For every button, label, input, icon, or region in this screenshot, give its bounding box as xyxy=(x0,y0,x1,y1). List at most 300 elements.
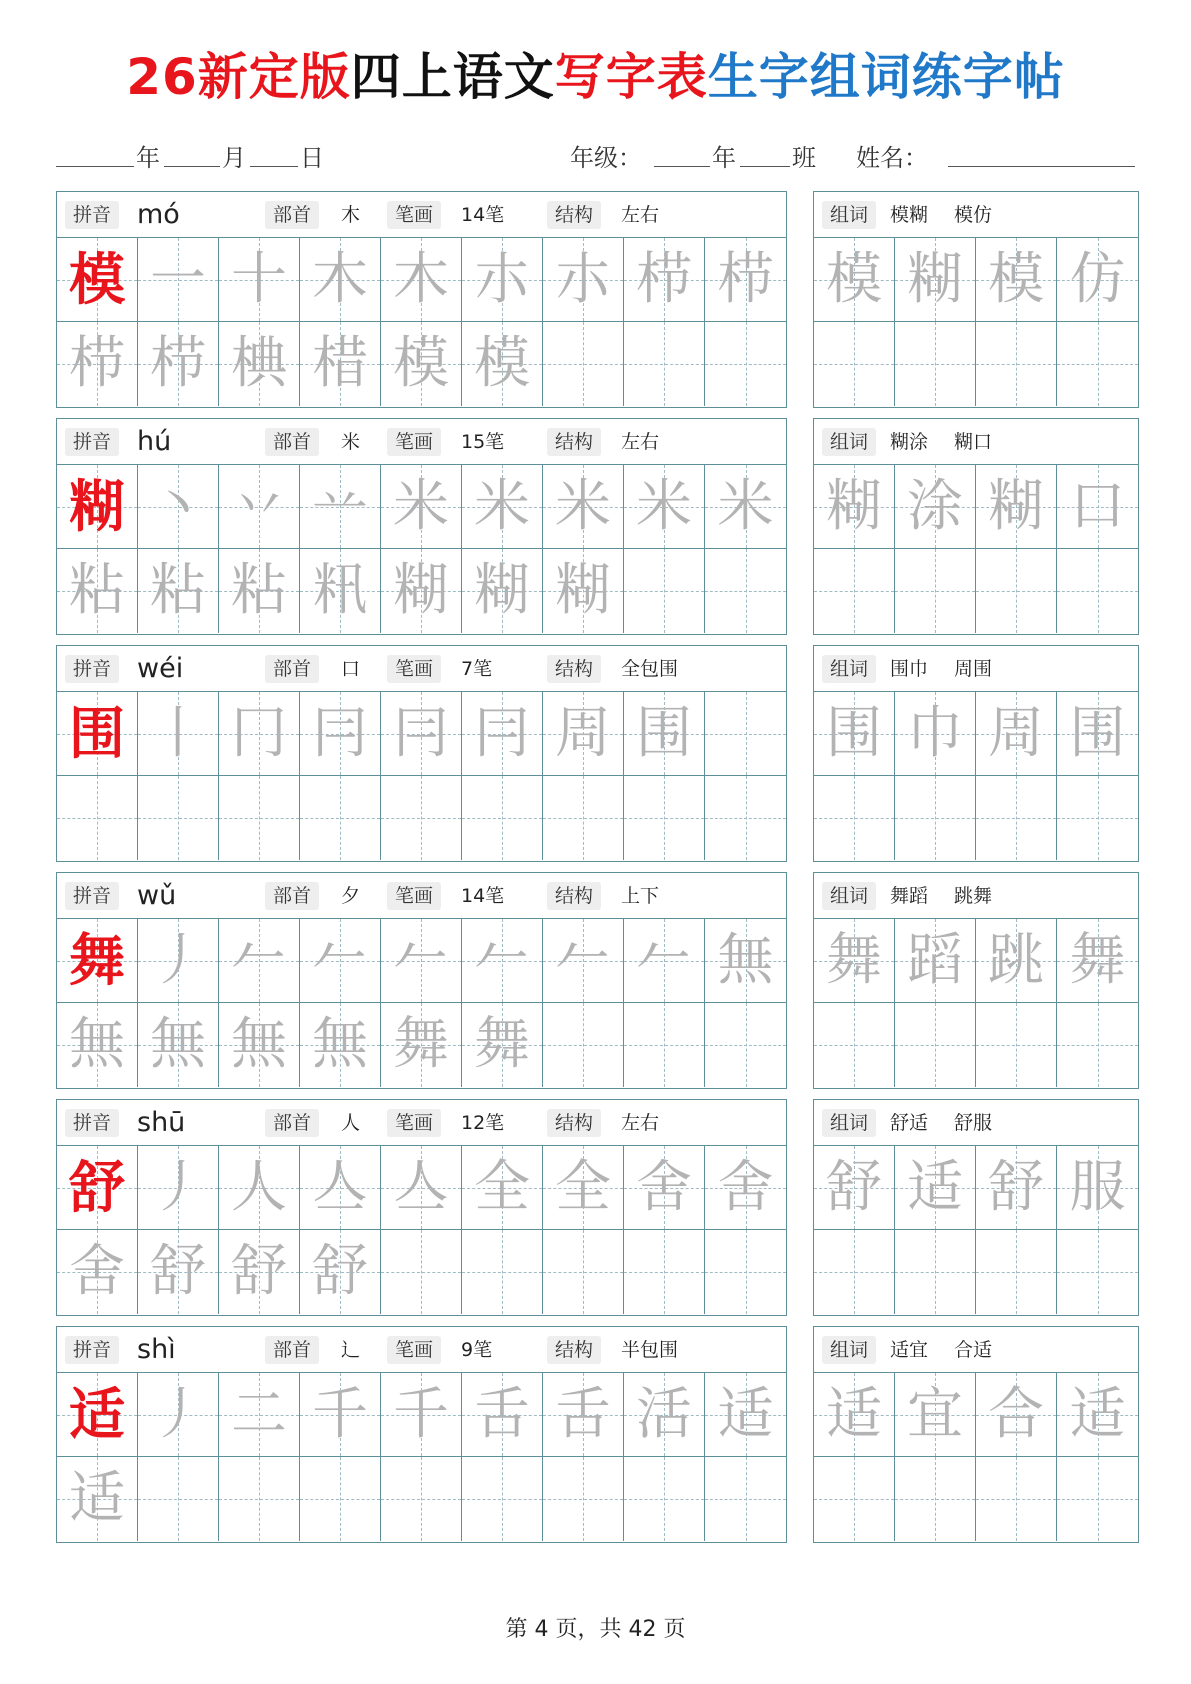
grid-cell[interactable] xyxy=(976,1003,1057,1087)
grid-cell[interactable] xyxy=(543,1230,624,1314)
word-trace-char: 适 xyxy=(826,1382,882,1447)
grid-cell[interactable] xyxy=(462,1146,543,1230)
grid-cell[interactable] xyxy=(976,776,1057,860)
structure-value: 左右 xyxy=(621,431,660,453)
grid-cell[interactable] xyxy=(300,1230,381,1314)
word-trace-char: 适 xyxy=(1069,1382,1126,1447)
grid-cell[interactable] xyxy=(138,549,219,633)
grid-cell[interactable] xyxy=(705,1230,786,1314)
grid-cell[interactable] xyxy=(462,776,543,860)
stroke-step-char: 全 xyxy=(474,1155,530,1220)
word-2: 合适 xyxy=(954,1339,993,1361)
grid-cell[interactable] xyxy=(895,919,976,1003)
word-info-row xyxy=(814,192,1138,238)
stroke-step-char: 𠂉 xyxy=(636,928,692,993)
grid-cell[interactable] xyxy=(57,1457,138,1541)
writing-grid xyxy=(57,1146,785,1314)
grid-cell[interactable] xyxy=(300,919,381,1003)
grid-cell[interactable] xyxy=(1057,1003,1138,1087)
grid-cell[interactable] xyxy=(895,1457,976,1541)
name-label: 姓名： xyxy=(856,144,928,172)
stroke-step-char: 模 xyxy=(474,331,530,396)
strokes-tag: 笔画 xyxy=(387,428,441,456)
writing-grid xyxy=(57,238,785,406)
radical-tag: 部首 xyxy=(265,201,319,229)
grid-cell[interactable] xyxy=(138,692,219,776)
grid-cell[interactable] xyxy=(381,238,462,322)
grid-cell[interactable] xyxy=(976,1373,1057,1457)
grid-cell[interactable] xyxy=(705,776,786,860)
word-1: 适宜 xyxy=(890,1339,929,1361)
grid-cell[interactable] xyxy=(219,549,300,633)
word-writing-grid xyxy=(814,919,1137,1087)
word-trace-char: 糊 xyxy=(907,247,963,312)
words-tag: 组词 xyxy=(822,1109,876,1137)
model-char: 糊 xyxy=(69,474,125,540)
stroke-step-char: 活 xyxy=(636,1382,692,1447)
grid-cell[interactable] xyxy=(300,238,381,322)
grade-year-label: 年 xyxy=(712,144,736,172)
grid-cell[interactable] xyxy=(543,919,624,1003)
stroke-step-char: 𠂉 xyxy=(393,928,449,993)
grid-cell[interactable] xyxy=(300,465,381,549)
grid-cell[interactable] xyxy=(624,322,705,406)
char-practice-block xyxy=(56,191,787,408)
stroke-step-char: 适 xyxy=(69,1466,125,1531)
grid-cell[interactable] xyxy=(895,692,976,776)
stroke-step-char: 冃 xyxy=(474,701,530,766)
title-part-4: 生字组词练字帖 xyxy=(707,48,1065,106)
grid-cell[interactable] xyxy=(543,549,624,633)
grid-cell[interactable] xyxy=(624,1373,705,1457)
grid-cell[interactable] xyxy=(300,1373,381,1457)
stroke-step-char: 棤 xyxy=(312,331,368,396)
grid-cell[interactable] xyxy=(219,1457,300,1541)
grid-cell[interactable] xyxy=(138,919,219,1003)
word-trace-char: 舞 xyxy=(1069,928,1126,993)
grid-cell[interactable] xyxy=(1057,1146,1138,1230)
class-blank[interactable] xyxy=(740,166,790,167)
char-practice-block xyxy=(56,418,787,635)
stroke-step-char: 無 xyxy=(69,1012,125,1077)
grid-cell[interactable] xyxy=(57,1146,138,1230)
words-tag: 组词 xyxy=(822,428,876,456)
word-trace-char: 跳 xyxy=(988,928,1044,993)
grid-cell[interactable] xyxy=(138,1373,219,1457)
grid-cell[interactable] xyxy=(814,1230,895,1314)
grid-cell[interactable] xyxy=(705,549,786,633)
grid-cell[interactable] xyxy=(814,465,895,549)
writing-grid xyxy=(57,692,785,860)
radical-tag: 部首 xyxy=(265,428,319,456)
grid-cell[interactable] xyxy=(705,1146,786,1230)
structure-value: 左右 xyxy=(621,1112,660,1134)
grid-cell[interactable] xyxy=(300,1146,381,1230)
grid-cell[interactable] xyxy=(381,776,462,860)
grid-cell[interactable] xyxy=(814,238,895,322)
strokes-value: 12笔 xyxy=(461,1112,505,1134)
stroke-step-char: 米 xyxy=(717,474,774,539)
stroke-step-char: 無 xyxy=(312,1012,368,1077)
stroke-step-char: 𠂉 xyxy=(555,928,611,993)
strokes-tag: 笔画 xyxy=(387,1336,441,1364)
word-info-row xyxy=(814,419,1138,465)
grid-cell[interactable] xyxy=(462,322,543,406)
grid-cell[interactable] xyxy=(624,776,705,860)
title-part-1: 26新定版 xyxy=(126,48,351,106)
word-info-row xyxy=(814,1327,1138,1373)
strokes-value: 7笔 xyxy=(461,658,493,680)
stroke-step-char: 𠂉 xyxy=(312,928,368,993)
grid-cell[interactable] xyxy=(381,1457,462,1541)
grid-cell[interactable] xyxy=(976,1146,1057,1230)
grid-cell[interactable] xyxy=(300,692,381,776)
grid-cell[interactable] xyxy=(624,549,705,633)
pinyin-tag: 拼音 xyxy=(65,428,119,456)
word-trace-char: 口 xyxy=(1069,474,1126,539)
char-info-row xyxy=(57,1327,786,1373)
word-trace-char: 适 xyxy=(907,1155,963,1220)
grid-cell[interactable] xyxy=(219,692,300,776)
stroke-step-char: 亼 xyxy=(393,1155,449,1220)
word-trace-char: 蹈 xyxy=(907,928,963,993)
word-1: 糊涂 xyxy=(890,431,929,453)
grid-cell[interactable] xyxy=(57,238,138,322)
stroke-step-char: 舒 xyxy=(312,1239,368,1304)
grid-cell[interactable] xyxy=(57,1373,138,1457)
word-practice-block xyxy=(813,418,1139,635)
stroke-step-char: 朩 xyxy=(474,247,530,312)
grid-cell[interactable] xyxy=(462,1373,543,1457)
grid-cell[interactable] xyxy=(895,549,976,633)
radical-tag: 部首 xyxy=(265,655,319,683)
grid-cell[interactable] xyxy=(624,1457,705,1541)
grid-cell[interactable] xyxy=(1057,549,1138,633)
grid-cell[interactable] xyxy=(543,238,624,322)
pinyin-value: shū xyxy=(137,1107,186,1138)
grid-cell[interactable] xyxy=(381,1373,462,1457)
stroke-step-char: 舞 xyxy=(393,1012,449,1077)
grid-cell[interactable] xyxy=(300,322,381,406)
word-trace-char: 糊 xyxy=(988,474,1044,539)
grid-cell[interactable] xyxy=(976,1230,1057,1314)
grid-cell[interactable] xyxy=(624,1230,705,1314)
grid-cell[interactable] xyxy=(705,1457,786,1541)
stroke-step-char: 舒 xyxy=(150,1239,206,1304)
grid-cell[interactable] xyxy=(814,919,895,1003)
structure-value: 全包围 xyxy=(621,658,679,680)
grid-cell[interactable] xyxy=(381,1230,462,1314)
grid-cell[interactable] xyxy=(814,776,895,860)
structure-tag: 结构 xyxy=(547,1109,601,1137)
grid-cell[interactable] xyxy=(138,322,219,406)
word-2: 跳舞 xyxy=(954,885,993,907)
pinyin-value: shì xyxy=(137,1334,176,1365)
stroke-step-char: 舒 xyxy=(231,1239,287,1304)
stroke-step-char: 丿 xyxy=(150,1155,206,1220)
grid-cell[interactable] xyxy=(976,238,1057,322)
structure-value: 上下 xyxy=(621,885,660,907)
word-2: 周围 xyxy=(954,658,993,680)
stroke-step-char: 舞 xyxy=(474,1012,530,1077)
radical-value: 辶 xyxy=(341,1339,361,1361)
grid-cell[interactable] xyxy=(1057,776,1138,860)
stroke-step-char: 周 xyxy=(555,701,611,766)
year-label: 年 xyxy=(136,144,160,172)
grid-cell[interactable] xyxy=(543,465,624,549)
grid-cell[interactable] xyxy=(219,238,300,322)
grid-cell[interactable] xyxy=(381,692,462,776)
stroke-step-char: 木 xyxy=(393,247,449,312)
grid-cell[interactable] xyxy=(381,549,462,633)
grid-cell[interactable] xyxy=(814,1373,895,1457)
grid-cell[interactable] xyxy=(1057,919,1138,1003)
grid-cell[interactable] xyxy=(895,1230,976,1314)
grid-cell[interactable] xyxy=(462,238,543,322)
date-name-line xyxy=(56,138,1135,174)
grid-cell[interactable] xyxy=(219,1230,300,1314)
strokes-tag: 笔画 xyxy=(387,201,441,229)
grid-cell[interactable] xyxy=(57,549,138,633)
grid-cell[interactable] xyxy=(57,322,138,406)
grid-cell[interactable] xyxy=(976,1457,1057,1541)
grid-cell[interactable] xyxy=(624,238,705,322)
word-trace-char: 围 xyxy=(826,701,882,766)
radical-tag: 部首 xyxy=(265,1109,319,1137)
grid-cell[interactable] xyxy=(462,692,543,776)
stroke-step-char: 亼 xyxy=(312,1155,368,1220)
grid-cell[interactable] xyxy=(976,919,1057,1003)
radical-value: 口 xyxy=(341,658,361,680)
writing-grid xyxy=(57,1373,785,1541)
grid-cell[interactable] xyxy=(705,465,786,549)
word-trace-char: 模 xyxy=(826,247,882,312)
grid-cell[interactable] xyxy=(1057,692,1138,776)
grid-cell[interactable] xyxy=(57,1003,138,1087)
grid-cell[interactable] xyxy=(705,1373,786,1457)
grid-cell[interactable] xyxy=(1057,465,1138,549)
grid-cell[interactable] xyxy=(543,692,624,776)
grid-cell[interactable] xyxy=(543,322,624,406)
grid-cell[interactable] xyxy=(381,465,462,549)
stroke-step-char: 米 xyxy=(393,474,449,539)
pinyin-tag: 拼音 xyxy=(65,882,119,910)
grade-year-blank[interactable] xyxy=(654,166,710,167)
grid-cell[interactable] xyxy=(462,919,543,1003)
grid-cell[interactable] xyxy=(381,1146,462,1230)
stroke-step-char: 栉 xyxy=(636,247,692,312)
stroke-step-char: 木 xyxy=(312,247,368,312)
stroke-step-char: 模 xyxy=(393,331,449,396)
grid-cell[interactable] xyxy=(705,919,786,1003)
grid-cell[interactable] xyxy=(219,1146,300,1230)
grid-cell[interactable] xyxy=(138,465,219,549)
stroke-step-char: 冃 xyxy=(393,701,449,766)
writing-grid xyxy=(57,465,785,633)
char-practice-block xyxy=(56,1099,787,1316)
grid-cell[interactable] xyxy=(462,465,543,549)
grid-cell[interactable] xyxy=(624,465,705,549)
month-blank[interactable] xyxy=(164,166,220,167)
grid-cell[interactable] xyxy=(300,549,381,633)
day-label: 日 xyxy=(300,144,324,172)
grid-cell[interactable] xyxy=(624,692,705,776)
grid-cell[interactable] xyxy=(976,465,1057,549)
grid-cell[interactable] xyxy=(219,322,300,406)
grid-cell[interactable] xyxy=(300,1003,381,1087)
grid-cell[interactable] xyxy=(462,549,543,633)
grid-cell[interactable] xyxy=(57,1230,138,1314)
stroke-step-char: 栉 xyxy=(150,331,206,396)
page-title xyxy=(0,42,1191,112)
model-char: 适 xyxy=(69,1382,125,1448)
grid-cell[interactable] xyxy=(705,1003,786,1087)
title-part-3: 写字表 xyxy=(554,48,708,106)
stroke-step-char: 丨 xyxy=(150,701,206,766)
stroke-step-char: 無 xyxy=(717,928,774,993)
words-tag: 组词 xyxy=(822,201,876,229)
strokes-tag: 笔画 xyxy=(387,655,441,683)
grid-cell[interactable] xyxy=(895,776,976,860)
stroke-step-char: 舌 xyxy=(474,1382,530,1447)
grid-cell[interactable] xyxy=(138,1457,219,1541)
strokes-value: 14笔 xyxy=(461,885,505,907)
word-trace-char: 合 xyxy=(988,1382,1044,1447)
stroke-step-char: 丿 xyxy=(150,928,206,993)
word-trace-char: 糊 xyxy=(826,474,882,539)
grid-cell[interactable] xyxy=(705,692,786,776)
structure-tag: 结构 xyxy=(547,655,601,683)
radical-value: 人 xyxy=(341,1112,361,1134)
grid-cell[interactable] xyxy=(138,776,219,860)
word-info-row xyxy=(814,873,1138,919)
grid-cell[interactable] xyxy=(219,465,300,549)
word-1: 模糊 xyxy=(890,204,929,226)
grid-cell[interactable] xyxy=(138,1146,219,1230)
grid-cell[interactable] xyxy=(1057,322,1138,406)
grid-cell[interactable] xyxy=(57,465,138,549)
grid-cell[interactable] xyxy=(57,692,138,776)
grid-cell[interactable] xyxy=(462,1003,543,1087)
grid-cell[interactable] xyxy=(976,549,1057,633)
grid-cell[interactable] xyxy=(1057,238,1138,322)
word-writing-grid xyxy=(814,692,1137,860)
grid-cell[interactable] xyxy=(895,238,976,322)
grid-cell[interactable] xyxy=(814,1457,895,1541)
pinyin-tag: 拼音 xyxy=(65,655,119,683)
grid-cell[interactable] xyxy=(381,322,462,406)
grid-cell[interactable] xyxy=(624,1146,705,1230)
grid-cell[interactable] xyxy=(895,465,976,549)
grid-cell[interactable] xyxy=(895,1146,976,1230)
grid-cell[interactable] xyxy=(976,322,1057,406)
grid-cell[interactable] xyxy=(543,1373,624,1457)
grid-cell[interactable] xyxy=(462,1230,543,1314)
grid-cell[interactable] xyxy=(1057,1230,1138,1314)
word-practice-block xyxy=(813,645,1139,862)
stroke-step-char: 米 xyxy=(474,474,530,539)
grid-cell[interactable] xyxy=(814,1146,895,1230)
grid-cell[interactable] xyxy=(895,1003,976,1087)
grid-cell[interactable] xyxy=(57,776,138,860)
grid-cell[interactable] xyxy=(895,322,976,406)
stroke-step-char: 舌 xyxy=(555,1382,611,1447)
structure-tag: 结构 xyxy=(547,428,601,456)
stroke-step-char: 适 xyxy=(717,1382,774,1447)
grid-cell[interactable] xyxy=(300,1457,381,1541)
structure-value: 左右 xyxy=(621,204,660,226)
grid-cell[interactable] xyxy=(624,919,705,1003)
structure-tag: 结构 xyxy=(547,1336,601,1364)
grid-cell[interactable] xyxy=(1057,1457,1138,1541)
grid-cell[interactable] xyxy=(895,1373,976,1457)
stroke-step-char: 糊 xyxy=(393,558,449,623)
grid-cell[interactable] xyxy=(219,776,300,860)
grid-cell[interactable] xyxy=(543,1457,624,1541)
grid-cell[interactable] xyxy=(814,322,895,406)
stroke-step-char: 丷 xyxy=(231,474,287,539)
grid-cell[interactable] xyxy=(381,919,462,1003)
stroke-step-char: 一 xyxy=(150,247,206,312)
pinyin-value: hú xyxy=(137,426,172,457)
radical-value: 木 xyxy=(341,204,361,226)
word-trace-char: 舒 xyxy=(826,1155,882,1220)
grid-cell[interactable] xyxy=(705,238,786,322)
grid-cell[interactable] xyxy=(462,1457,543,1541)
grid-cell[interactable] xyxy=(219,1373,300,1457)
grid-cell[interactable] xyxy=(138,1003,219,1087)
grid-cell[interactable] xyxy=(138,1230,219,1314)
radical-value: 米 xyxy=(341,431,361,453)
word-info-row xyxy=(814,1100,1138,1146)
grid-cell[interactable] xyxy=(381,1003,462,1087)
grid-cell[interactable] xyxy=(1057,1373,1138,1457)
strokes-tag: 笔画 xyxy=(387,1109,441,1137)
stroke-step-char: 粘 xyxy=(150,558,206,623)
radical-value: 夕 xyxy=(341,885,361,907)
grid-cell[interactable] xyxy=(543,1003,624,1087)
day-blank[interactable] xyxy=(250,166,298,167)
grid-cell[interactable] xyxy=(543,776,624,860)
radical-tag: 部首 xyxy=(265,882,319,910)
grid-cell[interactable] xyxy=(57,919,138,1003)
grid-cell[interactable] xyxy=(705,322,786,406)
grid-cell[interactable] xyxy=(624,1003,705,1087)
year-blank[interactable] xyxy=(56,166,134,167)
model-char: 模 xyxy=(69,247,125,313)
pinyin-value: wǔ xyxy=(137,880,177,911)
grid-cell[interactable] xyxy=(814,549,895,633)
grid-cell[interactable] xyxy=(976,692,1057,776)
grid-cell[interactable] xyxy=(814,692,895,776)
grid-cell[interactable] xyxy=(219,1003,300,1087)
model-char: 舞 xyxy=(69,928,125,994)
grid-cell[interactable] xyxy=(219,919,300,1003)
stroke-step-char: 围 xyxy=(636,701,692,766)
stroke-step-char: 十 xyxy=(231,247,287,312)
char-info-row xyxy=(57,419,786,465)
name-blank[interactable] xyxy=(948,166,1135,167)
word-1: 舞蹈 xyxy=(890,885,929,907)
grid-cell[interactable] xyxy=(543,1146,624,1230)
word-writing-grid xyxy=(814,1146,1137,1314)
grid-cell[interactable] xyxy=(814,1003,895,1087)
grid-cell[interactable] xyxy=(300,776,381,860)
word-info-row xyxy=(814,646,1138,692)
stroke-step-char: 粘 xyxy=(231,558,287,623)
stroke-step-char: 千 xyxy=(393,1382,449,1447)
grid-cell[interactable] xyxy=(138,238,219,322)
